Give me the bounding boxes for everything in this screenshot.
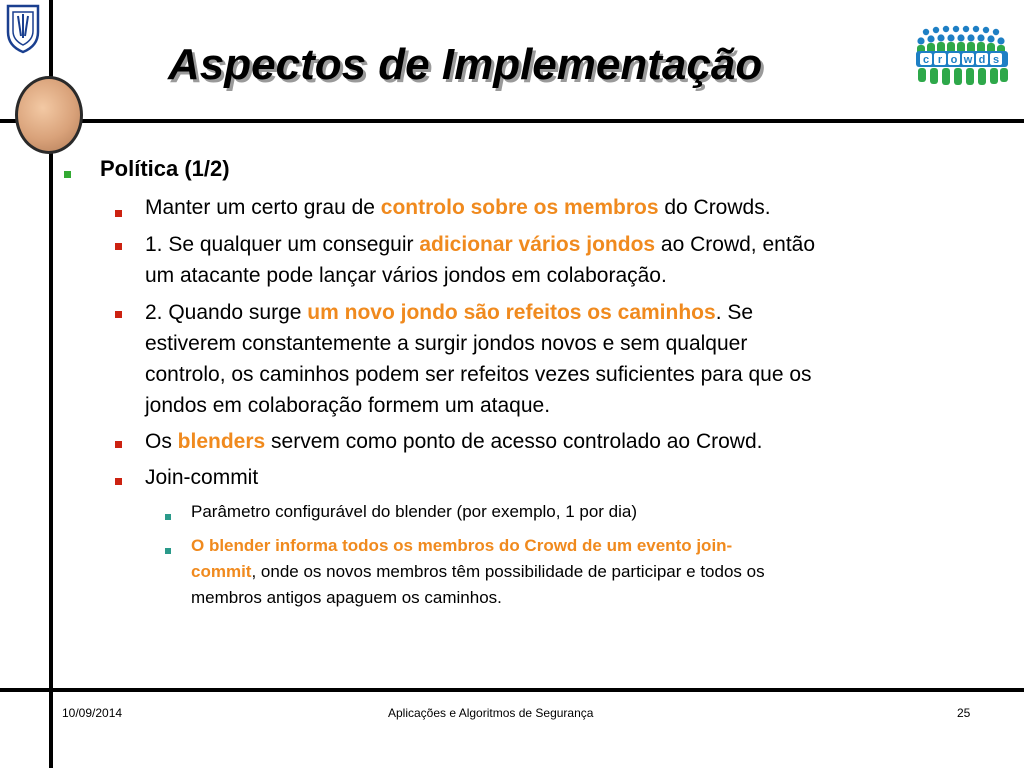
sub-list-item: Parâmetro configurável do blender (por exemplo, 1 por dia) [191, 502, 638, 521]
bullet-l3 [165, 514, 171, 520]
item-text: do Crowds. [658, 196, 771, 219]
bullet-l3 [165, 548, 171, 554]
list-item-continuation: um atacante pode lançar vários jondos em colaboração. [145, 264, 667, 287]
list-item [145, 426, 762, 457]
svg-text:r: r [937, 54, 943, 66]
svg-text:c: c [922, 54, 930, 66]
item-text: servem como ponto de acesso controlado ao Crowd. [265, 430, 763, 453]
list-item-continuation: controlo, os caminhos podem ser refeitos vezes suficientes para que os [145, 363, 812, 386]
item-highlight: commit [191, 562, 252, 581]
footer-date: 10/09/2014 [62, 706, 123, 720]
decorative-circle [15, 76, 83, 154]
sub-list-item [191, 533, 732, 559]
list-item-continuation: jondos em colaboração formem um ataque. [145, 394, 551, 417]
item-highlight: blenders [177, 430, 266, 453]
title-divider [0, 119, 1024, 123]
item-text: 1. Se qualquer um conseguir [145, 233, 420, 256]
list-item-continuation: estiverem constantemente a surgir jondos novos e sem qualquer [145, 332, 748, 355]
svg-text:s: s [992, 54, 1000, 66]
item-text: Os [145, 430, 178, 453]
item-text: Manter um certo grau de [145, 196, 381, 219]
bullet-l2 [115, 441, 122, 448]
footer-page-number: 25 [957, 706, 971, 720]
item-highlight: controlo sobre os membros [380, 196, 659, 219]
svg-text:o: o [950, 54, 958, 66]
list-item [145, 229, 815, 260]
sub-list-item-continuation: membros antigos apaguem os caminhos. [191, 588, 502, 607]
item-text: ao Crowd, então [655, 233, 816, 256]
item-highlight: O blender informa todos os membros do Crowd de um evento join- [191, 536, 733, 555]
slide-title: Aspectos de Implementação [168, 40, 763, 89]
bullet-l2 [115, 311, 122, 318]
item-highlight: um novo jondo são refeitos os caminhos [307, 301, 716, 324]
bullet-l2 [115, 210, 122, 217]
svg-text:w: w [963, 54, 973, 66]
sub-list-item-continuation [191, 559, 765, 585]
list-item: Join-commit [145, 466, 259, 489]
footer-course: Aplicações e Algoritmos de Segurança [388, 706, 594, 720]
item-highlight: adicionar vários jondos [419, 233, 656, 256]
crowds-logo [912, 24, 1012, 88]
university-shield-logo [6, 4, 40, 54]
svg-text:d: d [978, 54, 986, 66]
bullet-l2 [115, 478, 122, 485]
item-text: . Se [715, 301, 754, 324]
item-text: , onde os novos membros têm possibilidade de participar e todos os [251, 562, 765, 581]
heading-politica: Política (1/2) [100, 156, 230, 181]
footer-divider [0, 688, 1024, 692]
list-item [145, 297, 753, 328]
list-item [145, 192, 771, 223]
item-text: 2. Quando surge [145, 301, 308, 324]
bullet-l2 [115, 243, 122, 250]
bullet-l1 [64, 171, 71, 178]
